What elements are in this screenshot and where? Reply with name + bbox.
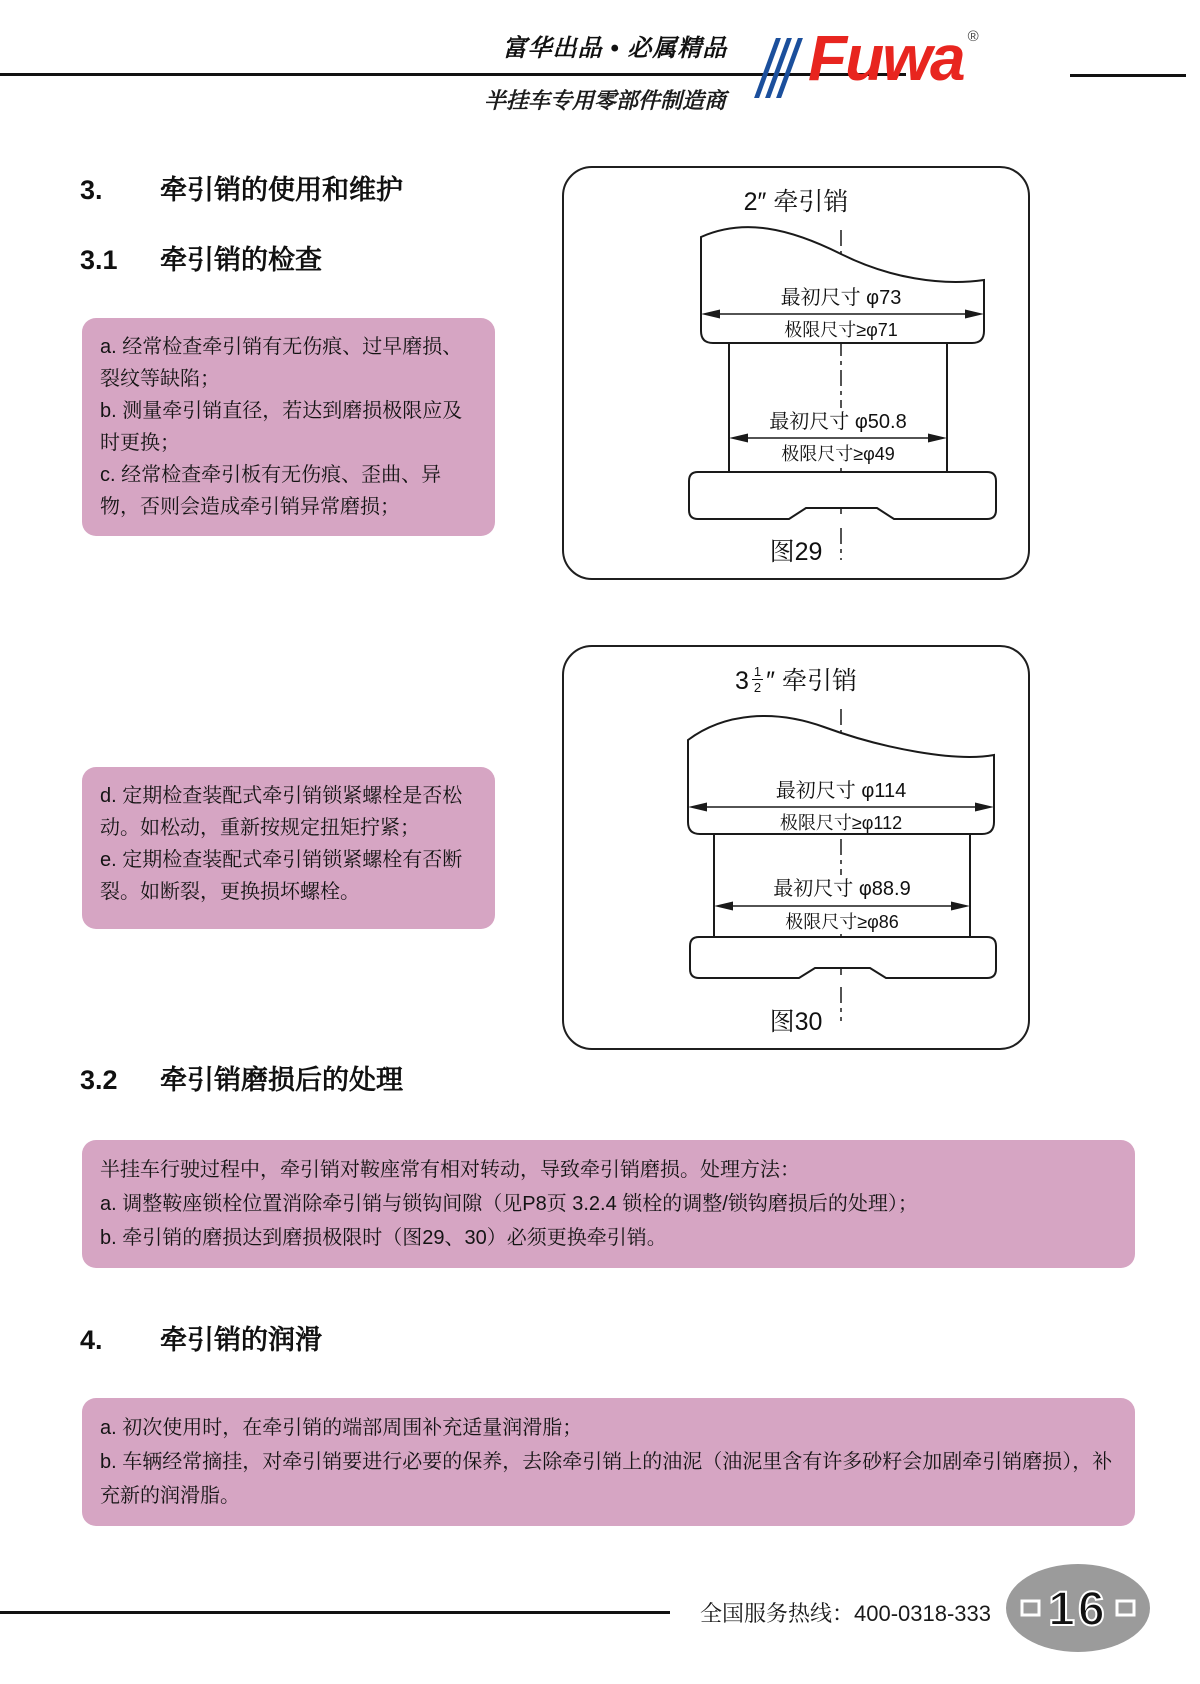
dim-lower-limit-label: 极限尺寸≥φ49 <box>781 444 895 464</box>
section-title: 牵引销磨损后的处理 <box>160 1065 403 1095</box>
figure29-kingpin-diagram <box>564 168 1028 578</box>
title-suffix: 牵引销 <box>781 667 857 695</box>
note-line: e. 定期检查装配式牵引销锁紧螺栓有否断裂。如断裂，更换损坏螺栓。 <box>100 849 463 903</box>
note-box-wear-treatment <box>82 1140 1135 1268</box>
section-number: 3. <box>80 175 103 205</box>
dim-lower-arrow <box>714 902 970 911</box>
section-title: 牵引销的使用和维护 <box>160 175 403 205</box>
figure-29-box <box>562 166 1030 580</box>
figure29-title: 2″ 牵引销 <box>743 188 849 216</box>
section-3-heading <box>80 168 403 207</box>
kingpin-flange-section <box>689 472 996 519</box>
fraction-numerator: 1 <box>753 664 762 679</box>
fraction-denominator: 2 <box>753 680 762 695</box>
section-title: 牵引销的润滑 <box>160 1325 322 1355</box>
logo-stripes-icon <box>765 38 798 98</box>
title-whole: 3 <box>735 667 749 695</box>
dim-lower-initial-label: 最初尺寸 φ88.9 <box>773 878 911 900</box>
header-slogan-top: 富华出品 • 必属精品 <box>502 35 728 62</box>
header-slogan-bottom: 半挂车专用零部件制造商 <box>483 88 726 113</box>
note-line: 半挂车行驶过程中，牵引销对鞍座常有相对转动，导致牵引销磨损。处理方法： <box>100 1159 800 1181</box>
dim-lower-arrow <box>729 434 947 443</box>
page-number-badge <box>1000 1560 1160 1660</box>
dim-lower-limit-label: 极限尺寸≥φ86 <box>785 912 899 932</box>
section-number: 3.1 <box>80 245 118 275</box>
section-title: 牵引销的检查 <box>160 245 322 275</box>
note-line: c. 经常检查牵引板有无伤痕、歪曲、异物，否则会造成牵引销异常磨损； <box>100 464 442 518</box>
registered-mark: ® <box>967 28 979 45</box>
figure30-kingpin-diagram <box>564 647 1028 1048</box>
figure-30-box <box>562 645 1030 1050</box>
note-box-bolt-check <box>82 767 495 929</box>
section-number: 3.2 <box>80 1065 118 1095</box>
section-3-2-heading <box>80 1058 403 1097</box>
note-line: b. 牵引销的磨损达到磨损极限时（图29、30）必须更换牵引销。 <box>100 1227 667 1249</box>
page-number: 16 <box>1048 1583 1108 1636</box>
figure30-caption: 图30 <box>769 1008 823 1036</box>
note-box-lubrication <box>82 1398 1135 1526</box>
note-line: b. 测量牵引销直径，若达到磨损极限应及时更换； <box>100 400 463 454</box>
note-line: b. 车辆经常摘挂，对牵引销要进行必要的保养，去除牵引销上的油泥（油泥里含有许多砂籽会加剧牵引销磨损），补充新的润滑脂。 <box>100 1451 1113 1507</box>
note-box-inspection <box>82 318 495 536</box>
dim-upper-initial-label: 最初尺寸 φ114 <box>775 780 907 802</box>
dim-upper-limit-label: 极限尺寸≥φ112 <box>779 813 903 833</box>
logo-text: Fuwa <box>808 22 964 94</box>
note-line: a. 经常检查牵引销有无伤痕、过早磨损、裂纹等缺陷； <box>100 336 463 390</box>
header-rule-right <box>1070 74 1186 77</box>
hotline-text: 全国服务热线：400-0318-333 <box>700 1601 992 1626</box>
section-3-1-heading <box>80 238 322 277</box>
note-line: d. 定期检查装配式牵引销锁紧螺栓是否松动。如松动，重新按规定扭矩拧紧； <box>100 785 463 839</box>
fuwa-logo <box>765 22 979 98</box>
kingpin-flange-section <box>690 937 996 978</box>
footer-rule <box>0 1611 670 1614</box>
title-unit: ″ <box>766 667 776 695</box>
note-line: a. 调整鞍座锁栓位置消除牵引销与锁钩间隙（见P8页 3.2.4 锁栓的调整/锁钩磨损后的处理）； <box>100 1193 918 1215</box>
note-line: a. 初次使用时，在牵引销的端部周围补充适量润滑脂； <box>100 1417 583 1439</box>
section-4-heading <box>80 1318 322 1357</box>
dim-upper-limit-label: 极限尺寸≥φ71 <box>784 320 898 340</box>
section-number: 4. <box>80 1325 103 1355</box>
dim-upper-initial-label: 最初尺寸 φ73 <box>780 287 902 309</box>
figure29-caption: 图29 <box>769 538 823 566</box>
dim-lower-initial-label: 最初尺寸 φ50.8 <box>769 411 907 433</box>
